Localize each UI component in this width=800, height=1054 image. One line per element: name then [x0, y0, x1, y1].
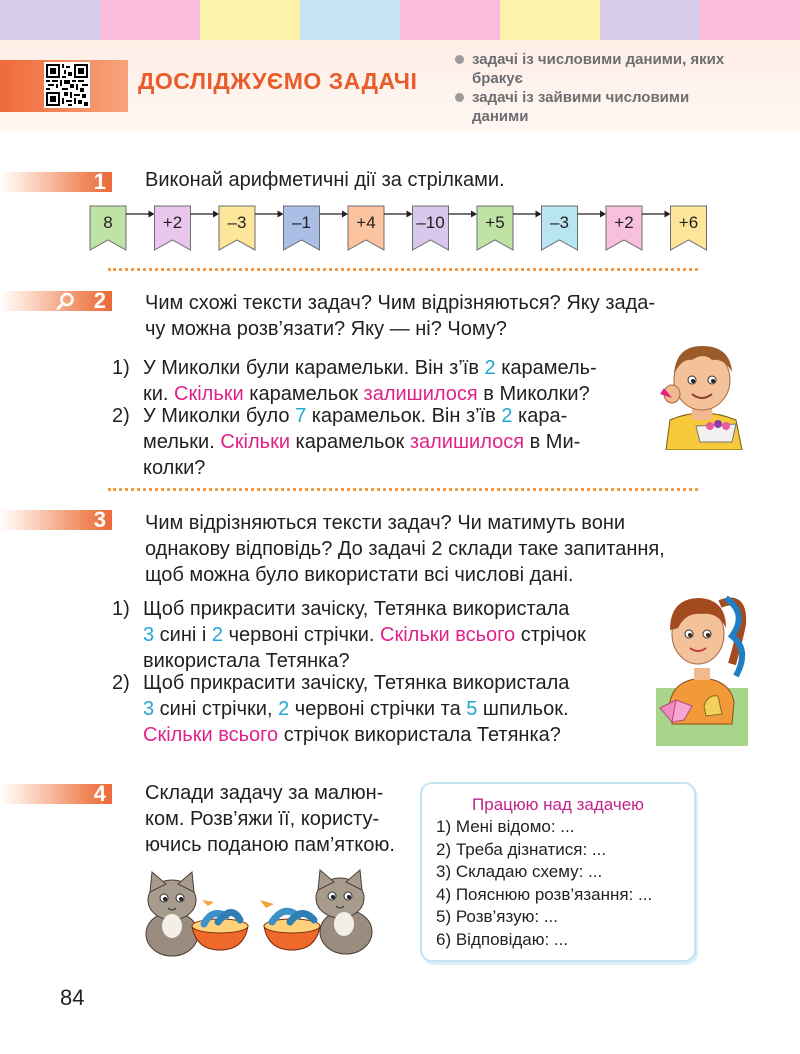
item-number: 1)	[112, 357, 130, 379]
qr-code-icon[interactable]	[44, 62, 90, 108]
text-line: Склади задачу за малюн-	[145, 782, 384, 804]
page-number: 84	[60, 985, 85, 1010]
number-highlight: 2	[211, 624, 224, 646]
flag-label: 8	[103, 213, 113, 232]
text-line	[143, 429, 642, 455]
memo-item: 3) Складаю схему: ...	[436, 862, 603, 882]
memo-item: 5) Розв’язую: ...	[436, 907, 558, 927]
keyword-highlight: Скільки	[174, 383, 244, 405]
text-line	[143, 355, 642, 381]
list-item	[112, 403, 642, 481]
text-line: ючись поданою пам’яткою.	[145, 834, 395, 856]
top-color-stripes	[0, 0, 800, 40]
task-number-marker	[0, 781, 112, 806]
dotted-divider	[108, 268, 698, 271]
text-span: У Миколки були карамельки. Він з’їв	[143, 357, 485, 379]
number-highlight: 3	[143, 698, 155, 720]
memo-item: 1) Мені відомо: ...	[436, 817, 575, 836]
topic-bullet: задачі із зайвими числовими даними	[452, 88, 792, 126]
text-span: ки.	[143, 383, 175, 405]
text-span: стрічок використала Тетянка?	[278, 724, 561, 746]
stripe	[700, 0, 800, 40]
dotted-divider	[108, 488, 698, 491]
cats-with-fish-illustration	[132, 864, 392, 960]
stripe	[400, 0, 500, 40]
text-line: колки?	[143, 457, 206, 479]
flag-label: +2	[614, 213, 634, 232]
text-line: однакову відповідь? До задачі 2 склади таке запитання,	[145, 538, 665, 560]
text-span: У Миколки було	[143, 405, 296, 427]
number-highlight: 2	[501, 405, 513, 427]
task-number: 1	[93, 169, 106, 194]
flag-label: +5	[485, 213, 505, 232]
text-span: карамельок	[243, 383, 364, 405]
flag-label: +4	[356, 213, 376, 232]
task-number: 2	[93, 288, 106, 313]
task-number: 4	[93, 781, 106, 806]
text-span: карамельок. Він з’їв	[306, 405, 502, 427]
text-span: червоні стрічки та	[289, 698, 467, 720]
number-highlight: 2	[278, 698, 290, 720]
magnifier-icon	[56, 292, 76, 310]
text-span: в Ми-	[524, 431, 581, 453]
flag-label: –1	[292, 213, 311, 232]
text-span: кара-	[512, 405, 568, 427]
stripe	[500, 0, 600, 40]
item-number: 1)	[112, 598, 130, 620]
task-number-marker	[0, 288, 112, 313]
text-line: щоб можна було використати всі числові дані.	[145, 564, 574, 586]
keyword-highlight: залишилося	[363, 383, 478, 405]
memo-title: Працюю над задачею	[472, 795, 644, 814]
list-item	[112, 355, 642, 407]
text-span: червоні стрічки.	[223, 624, 381, 646]
text-span: карамельок	[290, 431, 410, 453]
number-highlight: 3	[143, 624, 155, 646]
flag-label: –3	[550, 213, 569, 232]
task-4-text	[145, 780, 403, 858]
text-line	[143, 696, 642, 722]
text-line: чу можна розв’язати? Яку — ні? Чому?	[145, 318, 507, 340]
flag-label: –10	[416, 213, 445, 232]
list-item	[112, 596, 642, 674]
memo-item: 6) Відповідаю: ...	[436, 929, 569, 949]
item-number: 2)	[112, 672, 130, 694]
text-line	[143, 722, 642, 748]
stripe	[0, 0, 100, 40]
flag-label: +6	[678, 213, 699, 232]
text-line: Щоб прикрасити зачіску, Тетянка використала	[143, 672, 570, 694]
text-line: ком. Розв’яжи її, користу-	[145, 808, 380, 830]
flag-label: +2	[162, 213, 183, 232]
text-span: шпильок.	[477, 698, 569, 720]
topic-bullets	[452, 50, 792, 126]
text-span: сині і	[154, 624, 212, 646]
stripe	[600, 0, 700, 40]
number-highlight: 5	[466, 698, 478, 720]
girl-with-ribbons-illustration	[652, 584, 752, 746]
boy-eating-candy-illustration	[652, 338, 752, 450]
task-number-marker	[0, 507, 112, 532]
keyword-highlight: Скільки всього	[380, 624, 516, 646]
item-number: 2)	[112, 405, 130, 427]
stripe	[100, 0, 200, 40]
stripe	[300, 0, 400, 40]
text-span: стрічок	[515, 624, 586, 646]
text-line: використала Тетянка?	[143, 650, 350, 672]
text-line: Чим схожі тексти задач? Чим відрізняються? Яку зада-	[145, 292, 656, 314]
topic-bullet: задачі із числовими даними, яких бракує	[452, 50, 792, 88]
task-3-question	[145, 510, 697, 588]
text-span: мельки.	[143, 431, 221, 453]
memo-item: 2) Треба дізнатися: ...	[436, 839, 607, 859]
keyword-highlight: залишилося	[409, 431, 525, 453]
number-highlight: 7	[295, 405, 307, 427]
task-number-marker	[0, 169, 112, 194]
text-span: карамель-	[495, 357, 597, 379]
task-1-text: Виконай арифметичні дії за стрілками.	[145, 169, 505, 191]
task-number: 3	[93, 507, 106, 532]
text-line	[143, 622, 642, 648]
memo-item: 4) Пояснюю розв’язання: ...	[436, 884, 653, 904]
text-span: сині стрічки,	[154, 698, 279, 720]
text-span: в Миколки?	[477, 383, 590, 405]
flag-label: –3	[227, 213, 247, 232]
task-2-question	[145, 290, 697, 342]
keyword-highlight: Скільки всього	[143, 724, 279, 746]
number-highlight: 2	[484, 357, 496, 379]
text-line: Щоб прикрасити зачіску, Тетянка використала	[143, 598, 570, 620]
text-line	[143, 403, 642, 429]
keyword-highlight: Скільки	[220, 431, 290, 453]
list-item	[112, 670, 642, 748]
text-line: Чим відрізняються тексти задач? Чи матимуть вони	[145, 512, 626, 534]
stripe	[200, 0, 300, 40]
memo-box	[420, 782, 696, 962]
page-title: ДОСЛІДЖУЄМО ЗАДАЧІ	[138, 68, 418, 94]
